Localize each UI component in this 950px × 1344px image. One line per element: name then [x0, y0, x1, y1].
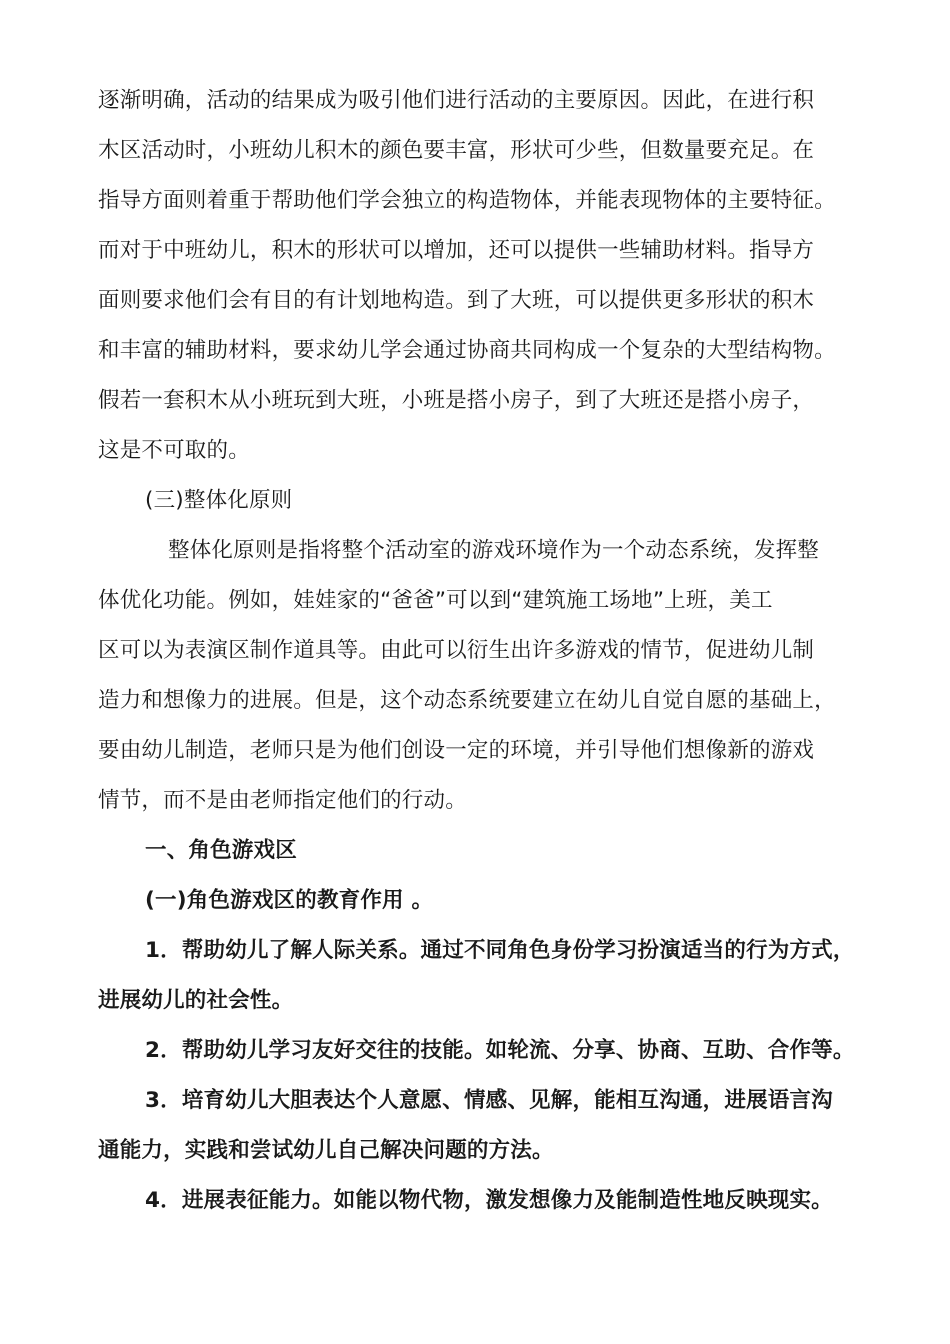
paragraph-line: 逐渐明确，活动的结果成为吸引他们进行活动的主要原因。因此，在进行积 [98, 88, 815, 113]
list-item-line: 4．进展表征能力。如能以物代物，激发想像力及能制造性地反映现实。 [145, 1188, 833, 1213]
paragraph-line: 体优化功能。例如，娃娃家的“爸爸”可以到“建筑施工场地”上班，美工 [98, 588, 773, 613]
paragraph-line: 区可以为表演区制作道具等。由此可以衍生出许多游戏的情节，促进幼儿制 [98, 638, 815, 663]
section-heading: (三)整体化原则 [145, 488, 293, 513]
paragraph-line: 造力和想像力的进展。但是，这个动态系统要建立在幼儿自觉自愿的基础上， [98, 688, 836, 713]
list-item-line: 通能力，实践和尝试幼儿自己解决问题的方法。 [98, 1138, 554, 1163]
paragraph-line: 面则要求他们会有目的有计划地构造。到了大班，可以提供更多形状的积木 [98, 288, 815, 313]
paragraph-line: 而对于中班幼儿，积木的形状可以增加，还可以提供一些辅助材料。指导方 [98, 238, 815, 263]
paragraph-line: 情节，而不是由老师指定他们的行动。 [98, 788, 467, 813]
paragraph-line: 木区活动时，小班幼儿积木的颜色要丰富，形状可少些，但数量要充足。在 [98, 138, 815, 163]
paragraph-line: 假若一套积木从小班玩到大班，小班是搭小房子，到了大班还是搭小房子， [98, 388, 815, 413]
paragraph-line: 这是不可取的。 [98, 438, 250, 463]
list-item-line: 2．帮助幼儿学习友好交往的技能。如轮流、分享、协商、互助、合作等。 [145, 1038, 855, 1063]
chapter-heading: 一、角色游戏区 [145, 838, 297, 863]
list-item-line: 3．培育幼儿大胆表达个人意愿、情感、见解，能相互沟通，进展语言沟 [145, 1088, 833, 1113]
subsection-heading: (一)角色游戏区的教育作用 。 [145, 888, 434, 913]
paragraph-line: 和丰富的辅助材料，要求幼儿学会通过协商共同构成一个复杂的大型结构物。 [98, 338, 836, 363]
paragraph-line: 整体化原则是指将整个活动室的游戏环境作为一个动态系统，发挥整 [168, 538, 820, 563]
paragraph-line: 指导方面则着重于帮助他们学会独立的构造物体，并能表现物体的主要特征。 [98, 188, 836, 213]
paragraph-line: 要由幼儿制造，老师只是为他们创设一定的环境，并引导他们想像新的游戏 [98, 738, 815, 763]
list-item-line: 1．帮助幼儿了解人际关系。通过不同角色身份学习扮演适当的行为方式， [145, 938, 855, 963]
list-item-line: 进展幼儿的社会性。 [98, 988, 294, 1013]
